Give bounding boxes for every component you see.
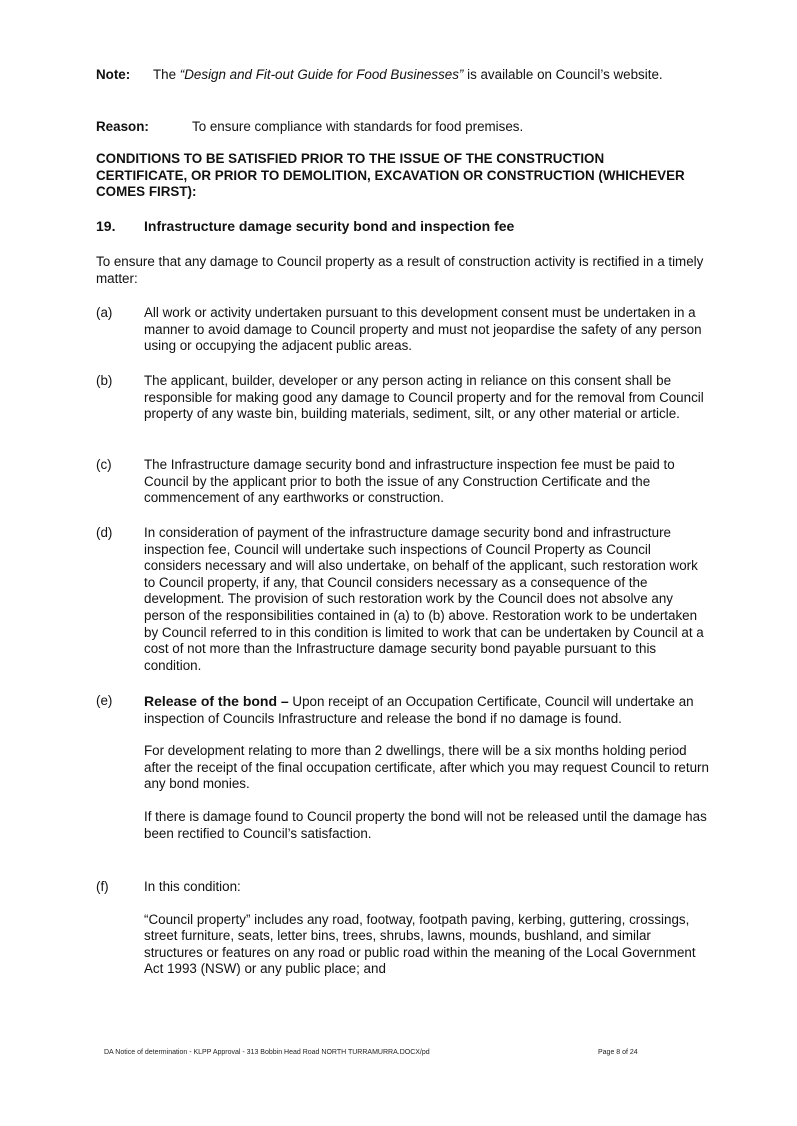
item-marker: (d) — [96, 525, 113, 540]
item-marker: (f) — [96, 879, 109, 894]
condition-title-text: Infrastructure damage security bond and inspection fee — [144, 218, 515, 234]
note-label: Note: — [96, 67, 131, 82]
council-property-definition: “Council property” includes any road, footway, footpath paving, kerbing, guttering, crossings, street furniture, seats, letter bins, trees, shrubs, lawns, mounds, bushland, and similar structures or features on any road or public road within the meaning of the Local Government Act 1993 (NSW) or any public place; and — [144, 911, 696, 977]
condition-intro: To ensure that any damage to Council property as a result of construction activity is rectified in a timely matter: — [96, 254, 704, 286]
item-text: The applicant, builder, developer or any person acting in reliance on this consent shall be responsible for making good any damage to Council property and for the removal from Council property of any waste bin, building materials, sediment, silt, or any other material or article. — [144, 373, 704, 422]
footer-document-name: DA Notice of determination - KLPP Approval - 313 Bobbin Head Road NORTH TURRAMURRA.DOCX/pd — [104, 1049, 430, 1056]
item-marker: (c) — [96, 457, 112, 472]
item-body — [144, 879, 709, 978]
item-paragraph: In this condition: — [144, 879, 241, 894]
release-of-bond-heading: Release of the bond – — [144, 693, 289, 709]
item-text: The Infrastructure damage security bond and infrastructure inspection fee must be paid to Council by the applicant prior to both the issue of any Construction Certificate and the commencement of any earthworks or construction. — [144, 457, 675, 506]
item-marker: (b) — [96, 373, 113, 388]
item-marker: (a) — [96, 305, 113, 320]
condition-number: 19. — [96, 218, 116, 234]
section-heading: CONDITIONS TO BE SATISFIED PRIOR TO THE ISSUE OF THE CONSTRUCTION CERTIFICATE, OR PRIOR TO DEMOLITION, EXCAVATION OR CONSTRUCTION (WHICHEVER COMES FIRST): — [96, 151, 685, 200]
item-paragraph: Release of the bond – Upon receipt of an Occupation Certificate, Council will undertake an inspection of Councils Infrastructure and release the bond if no damage is found. — [144, 693, 694, 726]
item-body — [144, 693, 709, 842]
footer-page-number: Page 8 of 24 — [598, 1049, 638, 1056]
item-marker: (e) — [96, 693, 113, 708]
item-text: All work or activity undertaken pursuant to this development consent must be undertaken in a manner to avoid damage to Council property and must not jeopardise the safety of any person using or occupying the adjacent public areas. — [144, 305, 702, 354]
reason-label: Reason: — [96, 119, 149, 134]
item-text: In consideration of payment of the infrastructure damage security bond and infrastructure inspection fee, Council will undertake such inspections of Council Property as Council considers necessary and will also undertake, on behalf of the applicant, such restoration work to Council property, if any, that Council considers necessary as a consequence of the development. The provision of such restoration work by the Council does not absolve any person of the responsibilities contained in (a) to (b) above. Restoration work to be undertaken by Council referred to in this condition is limited to work that can be undertaken by Council at a cost of not more than the Infrastructure damage security bond payable pursuant to this condition. — [144, 525, 704, 673]
reason-text: To ensure compliance with standards for food premises. — [192, 119, 524, 134]
note-text: The “Design and Fit-out Guide for Food Businesses” is available on Council’s website. — [153, 67, 663, 82]
item-paragraph: For development relating to more than 2 dwellings, there will be a six months holding period after the receipt of the final occupation certificate, after which you may request Council to return any bond monies. — [144, 743, 709, 792]
guide-title: “Design and Fit-out Guide for Food Businesses” — [179, 67, 464, 82]
item-paragraph: If there is damage found to Council property the bond will not be released until the damage has been rectified to Council’s satisfaction. — [144, 808, 707, 841]
